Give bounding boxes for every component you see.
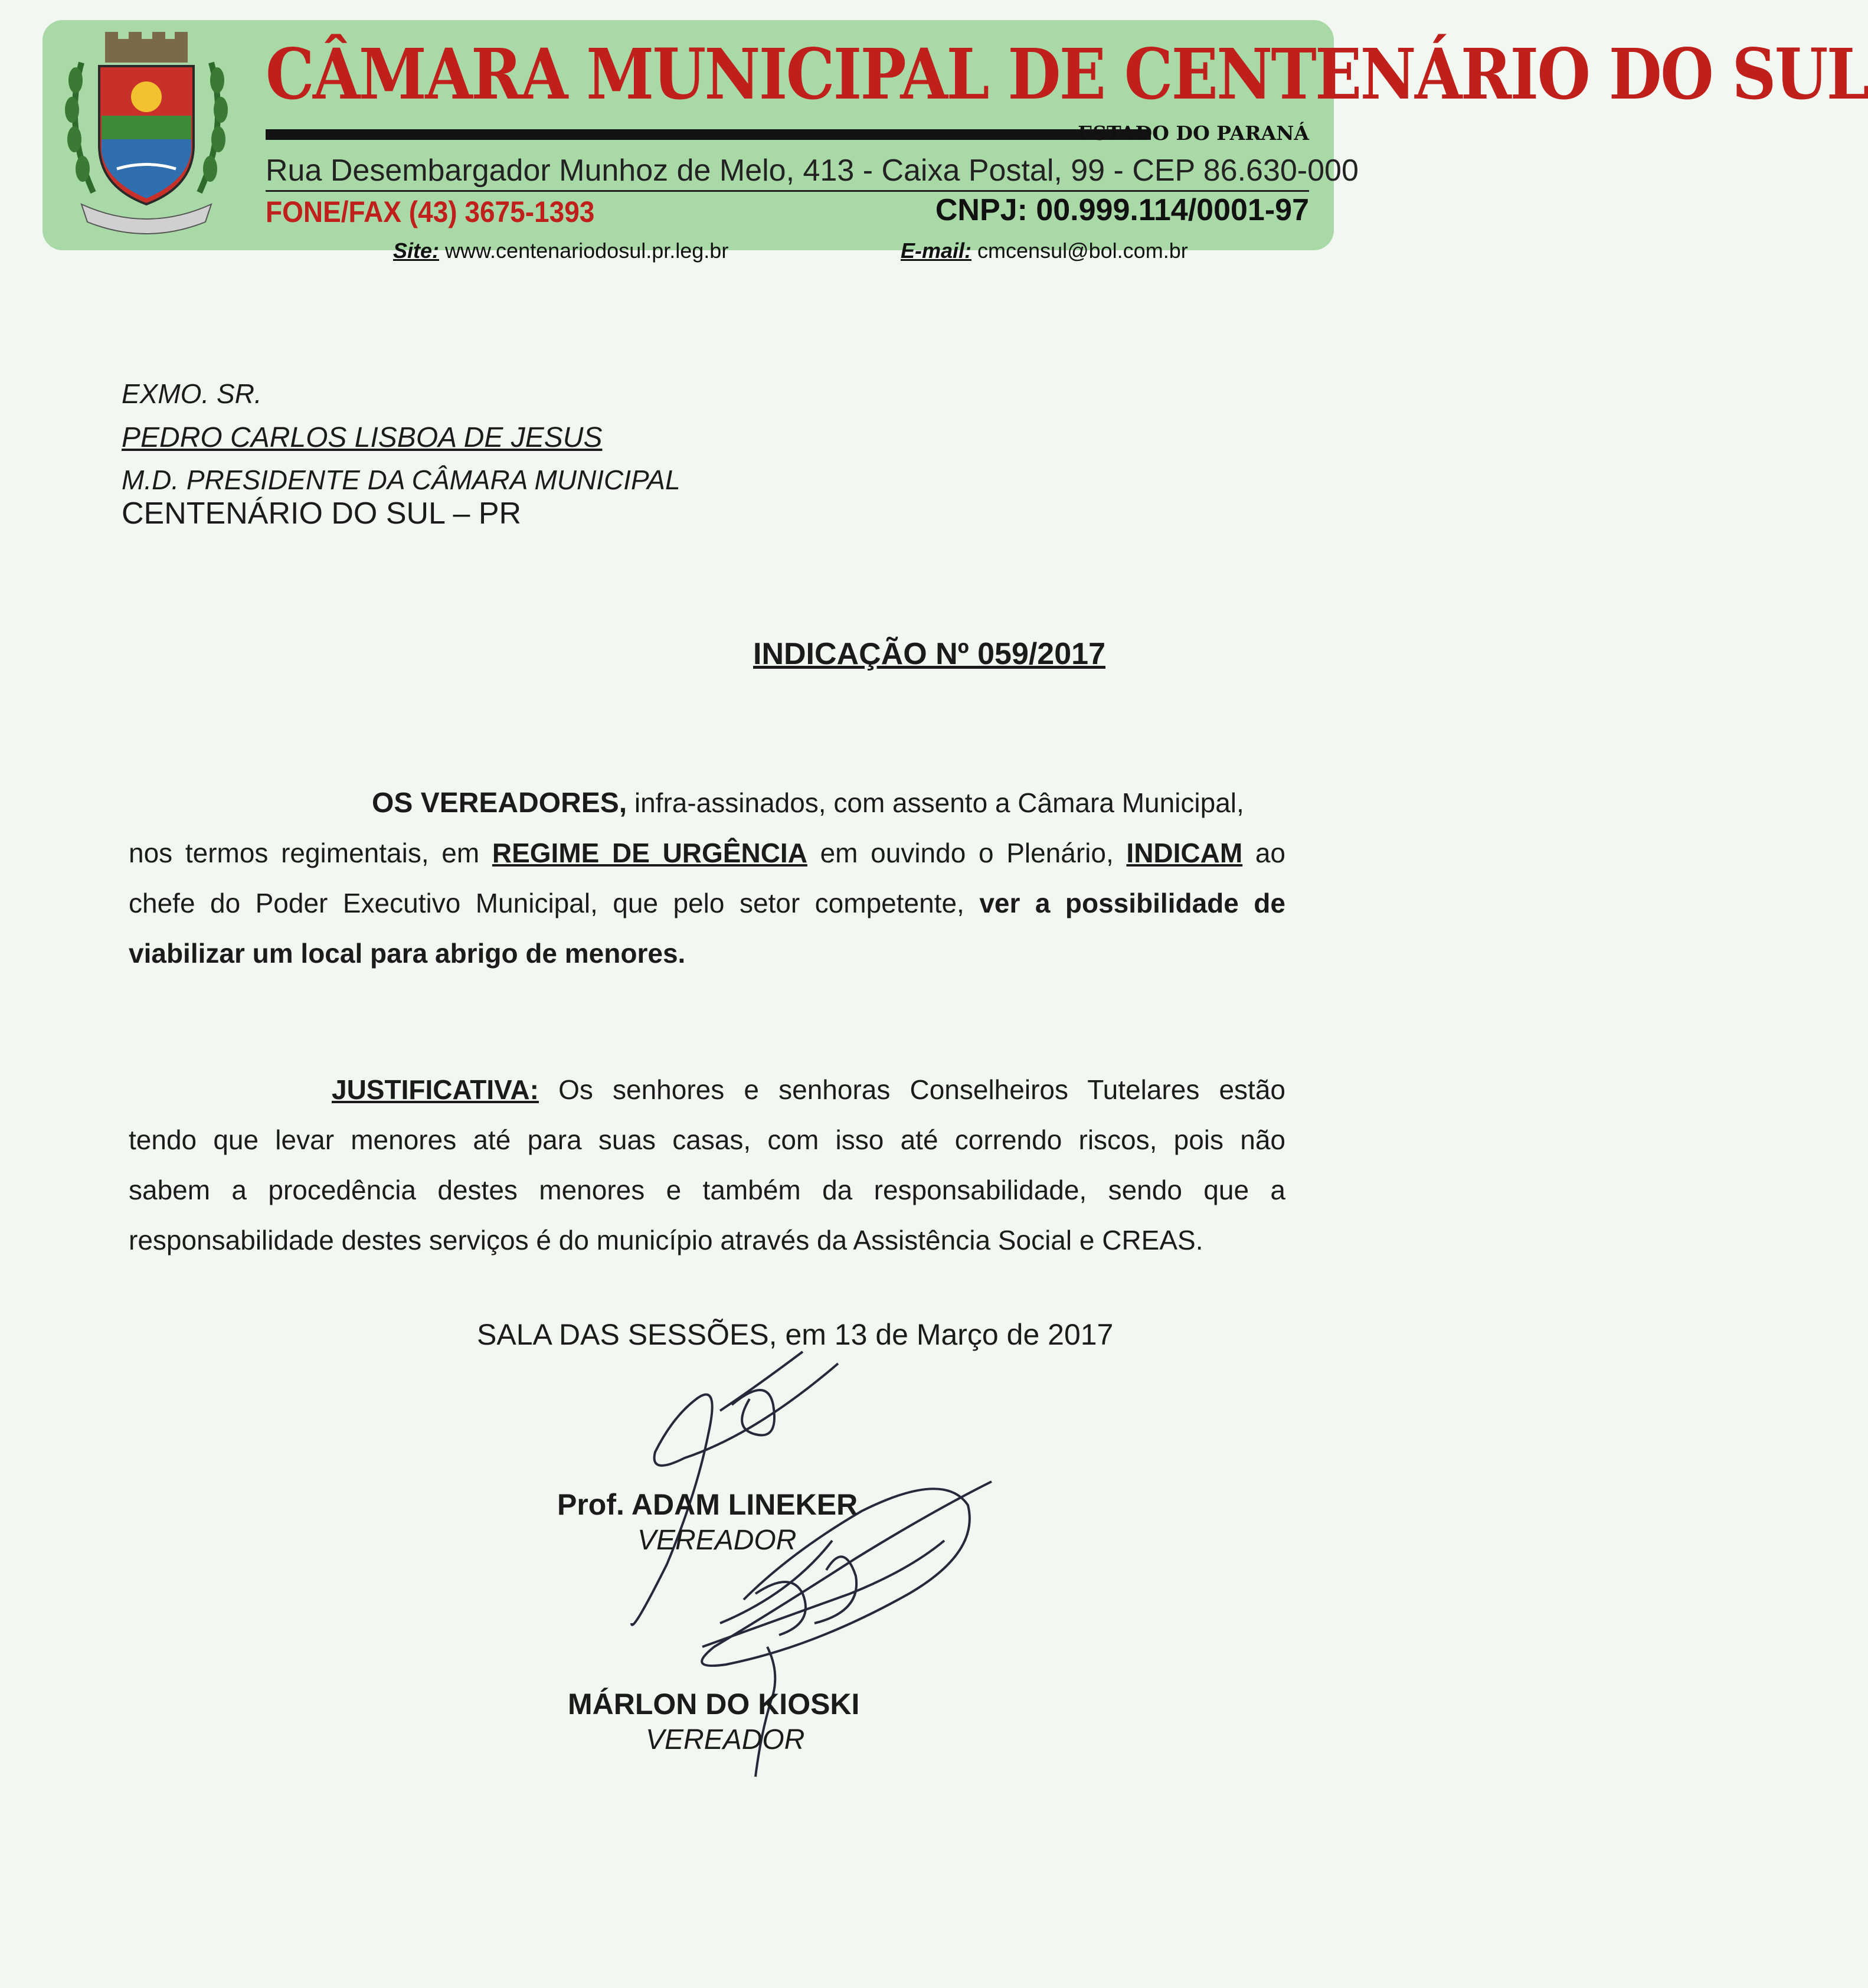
paragraph-line bbox=[129, 778, 1285, 828]
addressee-role: M.D. PRESIDENTE DA CÂMARA MUNICIPAL bbox=[122, 465, 681, 495]
document-title: INDICAÇÃO Nº 059/2017 bbox=[753, 637, 1105, 671]
address-line: Rua Desembargador Munhoz de Melo, 413 - Caixa Postal, 99 - CEP 86.630-000 bbox=[266, 151, 1309, 192]
letterhead bbox=[42, 20, 1868, 263]
session-date: SALA DAS SESSÕES, em 13 de Março de 2017 bbox=[477, 1318, 1114, 1351]
request-bold: ver a possibilidade de bbox=[979, 888, 1285, 918]
salutation: EXMO. SR. bbox=[122, 378, 262, 409]
paragraph-line: tendo que levar menores até para suas casas, com isso até correndo riscos, pois não bbox=[129, 1124, 1285, 1155]
signatory-title: VEREADOR bbox=[637, 1525, 797, 1556]
signatory-title: VEREADOR bbox=[646, 1724, 805, 1755]
request-bold: viabilizar um local para abrigo de menores. bbox=[129, 938, 686, 969]
cnpj: CNPJ: 00.999.114/0001-97 bbox=[935, 193, 1309, 227]
urgency-regime: REGIME DE URGÊNCIA bbox=[492, 838, 807, 868]
phone-fax: FONE/FAX (43) 3675-1393 bbox=[266, 195, 595, 228]
text-span: ao bbox=[1242, 838, 1286, 868]
municipal-crest-icon bbox=[58, 27, 235, 243]
text-span: Os senhores e senhoras Conselheiros Tutelares estão bbox=[538, 1074, 1285, 1105]
text-span: infra-assinados, com assento a Câmara Municipal, bbox=[627, 787, 1244, 818]
state-label: ESTADO DO PARANÁ bbox=[1078, 122, 1309, 145]
justification-label: JUSTIFICATIVA: bbox=[332, 1074, 539, 1105]
addressee-city: CENTENÁRIO DO SUL – PR bbox=[122, 496, 522, 531]
institution-title: CÂMARA MUNICIPAL DE CENTENÁRIO DO SUL bbox=[266, 33, 1868, 115]
signatory-name: MÁRLON DO KIOSKI bbox=[568, 1688, 860, 1721]
site-line bbox=[393, 238, 728, 263]
site-link[interactable]: www.centenariodosul.pr.leg.br bbox=[445, 238, 729, 263]
email-line bbox=[901, 238, 1188, 263]
justification-paragraph bbox=[129, 1065, 1285, 1266]
email-label: E-mail: bbox=[901, 238, 972, 263]
addressee-name: PEDRO CARLOS LISBOA DE JESUS bbox=[122, 422, 603, 453]
paragraph-line bbox=[129, 828, 1285, 878]
paragraph-line: responsabilidade destes serviços é do município através da Assistência Social e CREAS. bbox=[129, 1225, 1203, 1255]
paragraph-line bbox=[129, 1065, 1285, 1115]
paragraph-line: sabem a procedência destes menores e também da responsabilidade, sendo que a bbox=[129, 1175, 1285, 1205]
site-label: Site: bbox=[393, 238, 440, 263]
text-span: em ouvindo o Plenário, bbox=[807, 838, 1127, 868]
signatory-name: Prof. ADAM LINEKER bbox=[557, 1488, 858, 1521]
text-span: nos termos regimentais, em bbox=[129, 838, 492, 868]
indication-paragraph bbox=[129, 778, 1285, 979]
councillors-label: OS VEREADORES, bbox=[372, 787, 627, 819]
paragraph-line bbox=[129, 928, 1285, 979]
paragraph-line bbox=[129, 878, 1285, 928]
text-span: chefe do Poder Executivo Municipal, que pelo setor competente, bbox=[129, 888, 980, 918]
email-link[interactable]: cmcensul@bol.com.br bbox=[977, 238, 1188, 263]
indicam-label: INDICAM bbox=[1126, 838, 1243, 868]
title-rule bbox=[266, 129, 1151, 140]
